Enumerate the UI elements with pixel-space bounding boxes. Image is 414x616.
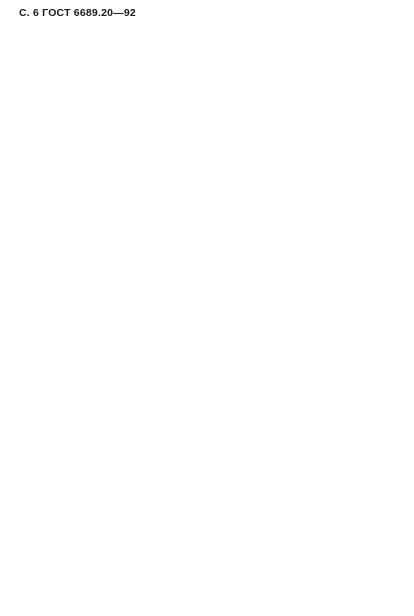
page-header: С. 6 ГОСТ 6689.20—92 xyxy=(19,7,136,19)
